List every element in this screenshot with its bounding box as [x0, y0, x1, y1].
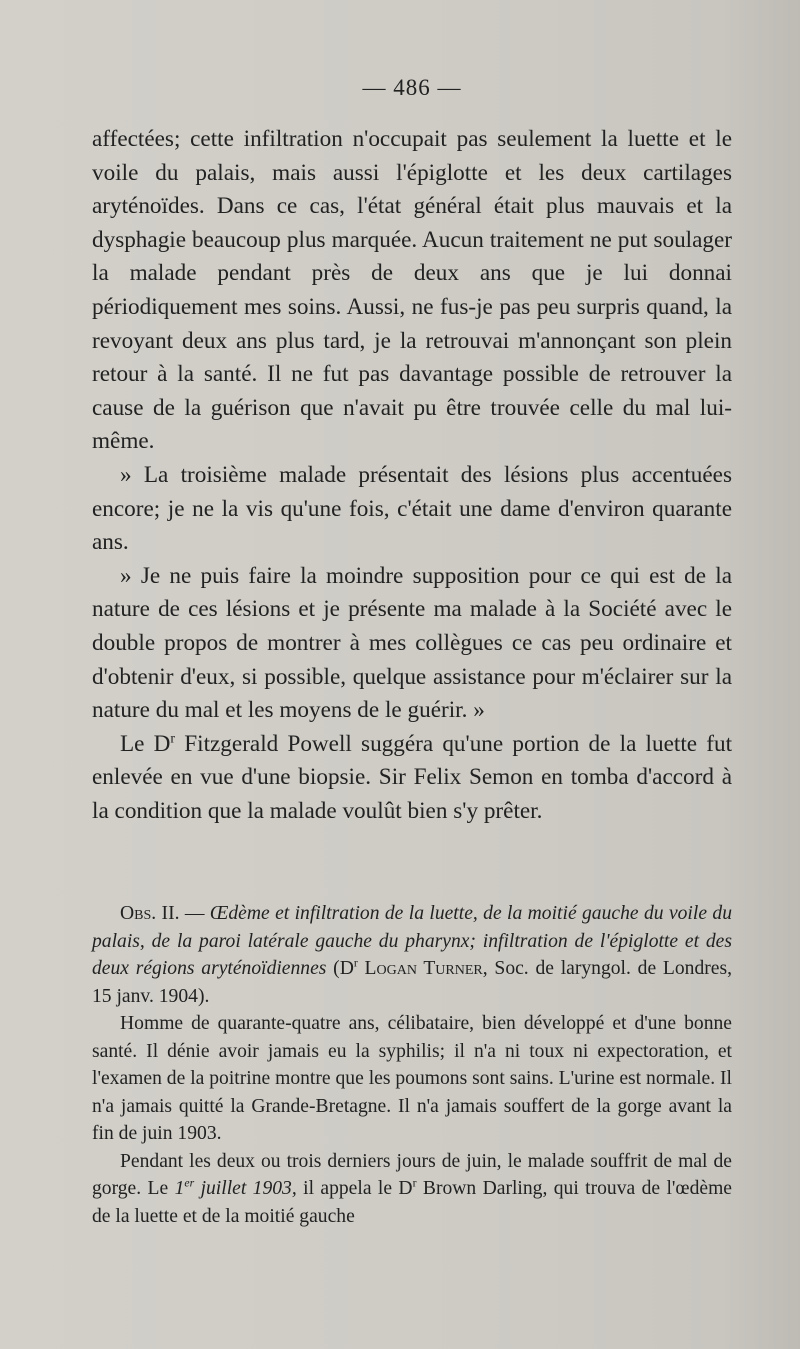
- section-gap: [92, 828, 732, 900]
- superscript: r: [353, 956, 358, 970]
- main-text: [92, 123, 732, 828]
- text-segment: Brown Darling, qui trouva de l'œdème de la luette et de la moitié gauche: [92, 1178, 733, 1227]
- text-segment: Le D: [120, 730, 171, 757]
- date-day: 1: [174, 1178, 185, 1200]
- dash: —: [179, 903, 210, 925]
- superscript: r: [170, 730, 176, 746]
- paragraph-1: affectées; cette infiltration n'occupait pas seulement la luette et le voile du palais, mais aussi l'épiglotte et les deux cartilages aryténoïdes. Dans ce cas, l'état général était plus mauvais et la dysphagie beaucoup plus marquée. Aucun traitement ne put soulager la malade pendant près de deux ans que je lui donnai périodiquement mes soins. Aussi, ne fus-je pas peu surpris quand, la revoyant deux ans plus tard, je la retrouvai m'annonçant son plein retour à la santé. Il ne fut pas davantage possible de retrouver la cause de la guérison que n'avait pu être trouvée celle du mal lui-même.: [92, 126, 732, 455]
- text-segment: Pendant les deux ou trois derniers jours de juin, le malade souffrit de mal de gorge. Le: [92, 1150, 732, 1200]
- paragraph-4: [92, 728, 732, 829]
- observation-title: Œdème et infiltration de la luette, de la moitié gauche du voile du palais, de la paroi latérale gauche du pharynx; infiltration de l'épiglotte et des deux régions aryténoïdiennes: [92, 903, 732, 980]
- superscript: er: [184, 1176, 195, 1190]
- paragraph-3: » Je ne puis faire la moindre supposition pour ce qui est de la nature de ces lésions et je présente ma malade à la Société avec le double propos de montrer à mes collègues ce cas peu ordinaire et d'obtenir d'eux, si possible, quelque assistance pour m'éclairer sur la nature du mal et les moyens de le guérir. »: [92, 562, 732, 724]
- observation-heading: [92, 900, 732, 1010]
- observation-section: [92, 900, 732, 1230]
- page-number: — 486 —: [362, 75, 462, 100]
- observation-label: Obs. II.: [120, 903, 180, 925]
- citation-source: , Soc. de laryngol. de Londres, 15 janv. 1904).: [92, 958, 732, 1007]
- text-segment: il appela le D: [296, 1178, 413, 1200]
- author-name: Logan Turner: [357, 958, 483, 980]
- paragraph-2: » La troisième malade présentait des lésions plus accentuées encore; je ne la vis qu'une fois, c'était une dame d'environ quarante ans.: [92, 461, 732, 556]
- observation-paragraph-2: [92, 1148, 732, 1231]
- page: [92, 75, 732, 1230]
- superscript: r: [412, 1176, 417, 1190]
- date: [175, 1178, 297, 1199]
- date-rest: juillet 1903,: [194, 1178, 297, 1200]
- text-segment: Fitzgerald Powell suggéra qu'une portion de la luette fut enlevée en vue d'une biopsie. Sir Felix Semon en tomba d'accord à la condition que la malade voulût bien s'y prêter.: [92, 730, 733, 824]
- observation-paragraph-1: Homme de quarante-quatre ans, célibataire, bien développé et d'une bonne santé. Il dénie avoir jamais eu la syphilis; il n'a ni toux ni expectoration, et l'examen de la poitrine montre que les poumons sont sains. L'urine est normale. Il n'a jamais quitté la Grande-Bretagne. Il n'a jamais souffert de la gorge avant la fin de juin 1903.: [92, 1013, 732, 1145]
- text-segment: (D: [326, 958, 354, 980]
